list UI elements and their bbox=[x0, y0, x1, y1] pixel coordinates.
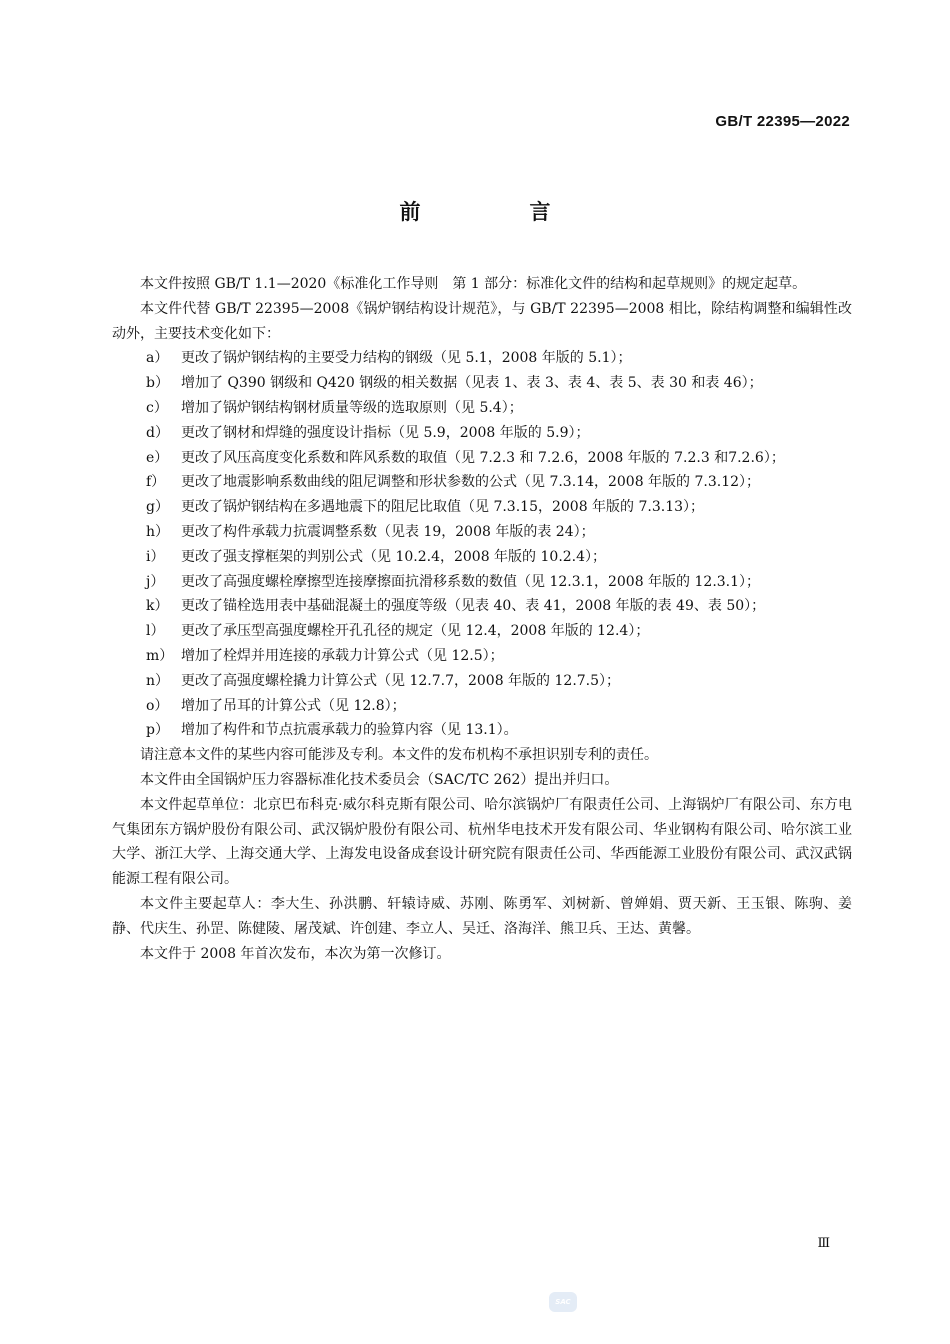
list-marker: f） bbox=[146, 474, 166, 491]
list-item-text: 增加了构件和节点抗震承载力的验算内容（见 13.1）。 bbox=[181, 722, 518, 739]
standard-code: GB/T 22395—2022 bbox=[715, 113, 850, 130]
list-marker: k） bbox=[146, 598, 169, 615]
list-marker: d） bbox=[146, 424, 169, 441]
list-item-text: 增加了 Q390 钢级和 Q420 钢级的相关数据（见表 1、表 3、表 4、表 5、表 30 和表 46）； bbox=[181, 375, 763, 392]
list-item-text: 更改了高强度螺栓摩擦型连接摩擦面抗滑移系数的数值（见 12.3.1，2008 年版的 12.3.1）； bbox=[181, 573, 761, 590]
list-item bbox=[112, 520, 852, 545]
list-item bbox=[112, 495, 852, 520]
list-marker: c） bbox=[146, 399, 168, 416]
list-item-text: 更改了锅炉钢结构的主要受力结构的钢级（见 5.1，2008 年版的 5.1）； bbox=[181, 350, 632, 367]
list-item-text: 更改了地震影响系数曲线的阻尼调整和形状参数的公式（见 7.3.14，2008 年版的 7.3.12）； bbox=[181, 474, 761, 491]
list-item-text: 更改了构件承载力抗震调整系数（见表 19，2008 年版的表 24）； bbox=[181, 523, 595, 540]
list-marker: e） bbox=[146, 449, 169, 466]
list-item bbox=[112, 718, 852, 743]
list-marker: p） bbox=[146, 722, 169, 739]
list-item-text: 更改了锅炉钢结构在多遇地震下的阻尼比取值（见 7.3.15，2008 年版的 7.3.13）； bbox=[181, 499, 705, 516]
list-item bbox=[112, 545, 852, 570]
list-item-text: 更改了钢材和焊缝的强度设计指标（见 5.9，2008 年版的 5.9）； bbox=[181, 424, 590, 441]
list-item bbox=[112, 346, 852, 371]
list-item bbox=[112, 669, 852, 694]
list-item bbox=[112, 421, 852, 446]
list-item bbox=[112, 694, 852, 719]
list-item-text: 更改了承压型高强度螺栓开孔孔径的规定（见 12.4，2008 年版的 12.4）； bbox=[181, 623, 650, 640]
page-title: 前 言 bbox=[399, 200, 595, 224]
page-number: Ⅲ bbox=[817, 1236, 830, 1251]
list-item-text: 增加了锅炉钢结构钢材质量等级的选取原则（见 5.4）； bbox=[181, 399, 523, 416]
list-item-text: 更改了锚栓选用表中基础混凝土的强度等级（见表 40、表 41，2008 年版的表 49、表 50）； bbox=[181, 598, 766, 615]
list-marker: h） bbox=[146, 523, 170, 540]
list-marker: j） bbox=[146, 573, 165, 590]
list-item-text: 增加了栓焊并用连接的承载力计算公式（见 12.5）； bbox=[181, 647, 504, 664]
drafting-units-paragraph: 本文件起草单位：北京巴布科克·威尔科克斯有限公司、哈尔滨锅炉厂有限责任公司、上海锅炉厂有限公司、东方电气集团东方锅炉股份有限公司、武汉锅炉股份有限公司、杭州华电技术开发有限公司、华业钢构有限公司、哈尔滨工业大学、浙江大学、上海交通大学、上海发电设备成套设计研究院有限责任公司、华西能源工业股份有限公司、武汉武锅能源工程有限公司。 bbox=[112, 796, 852, 888]
list-item-text: 更改了风压高度变化系数和阵风系数的取值（见 7.2.3 和 7.2.6，2008 年版的 7.2.3 和7.2.6）； bbox=[181, 449, 785, 466]
list-marker: i） bbox=[146, 548, 165, 565]
drafters-paragraph: 本文件主要起草人：李大生、孙洪鹏、轩辕诗威、苏刚、陈勇军、刘树新、曾婵娟、贾天新、王玉银、陈驹、姜静、代庆生、孙罡、陈健陵、屠茂斌、许创建、李立人、吴迁、洛海洋、熊卫兵、王达、黄馨。 bbox=[112, 895, 852, 937]
list-item bbox=[112, 619, 852, 644]
list-marker: a） bbox=[146, 350, 169, 367]
list-item bbox=[112, 396, 852, 421]
list-marker: o） bbox=[146, 697, 169, 714]
intro-paragraph: 本文件按照 GB/T 1.1—2020《标准化工作导则 第 1 部分：标准化文件的结构和起草规则》的规定起草。 bbox=[140, 276, 807, 292]
list-item bbox=[112, 371, 852, 396]
list-item-text: 更改了强支撑框架的判别公式（见 10.2.4，2008 年版的 10.2.4）； bbox=[181, 548, 607, 565]
changes-list bbox=[112, 346, 852, 743]
document-body bbox=[112, 272, 852, 966]
list-marker: b） bbox=[146, 375, 169, 392]
list-item bbox=[112, 644, 852, 669]
sac-logo-text: SAC bbox=[555, 1298, 571, 1306]
sac-logo bbox=[549, 1292, 577, 1312]
patent-notice: 请注意本文件的某些内容可能涉及专利。本文件的发布机构不承担识别专利的责任。 bbox=[140, 747, 658, 764]
intro-paragraph: 本文件代替 GB/T 22395—2008《锅炉钢结构设计规范》，与 GB/T 22395—2008 相比，除结构调整和编辑性改动外，主要技术变化如下： bbox=[112, 300, 852, 342]
list-item bbox=[112, 570, 852, 595]
list-marker: g） bbox=[146, 499, 169, 516]
proposer-paragraph: 本文件由全国锅炉压力容器标准化技术委员会（SAC/TC 262）提出并归口。 bbox=[140, 771, 619, 788]
list-item-text: 更改了高强度螺栓撬力计算公式（见 12.7.7，2008 年版的 12.7.5）； bbox=[181, 672, 621, 689]
list-item bbox=[112, 470, 852, 495]
history-paragraph: 本文件于 2008 年首次发布，本次为第一次修订。 bbox=[140, 945, 451, 962]
list-marker: l） bbox=[146, 623, 165, 640]
list-item bbox=[112, 594, 852, 619]
list-item-text: 增加了吊耳的计算公式（见 12.8）； bbox=[181, 697, 406, 714]
list-item bbox=[112, 446, 852, 471]
list-marker: m） bbox=[146, 647, 174, 664]
list-marker: n） bbox=[146, 672, 170, 689]
